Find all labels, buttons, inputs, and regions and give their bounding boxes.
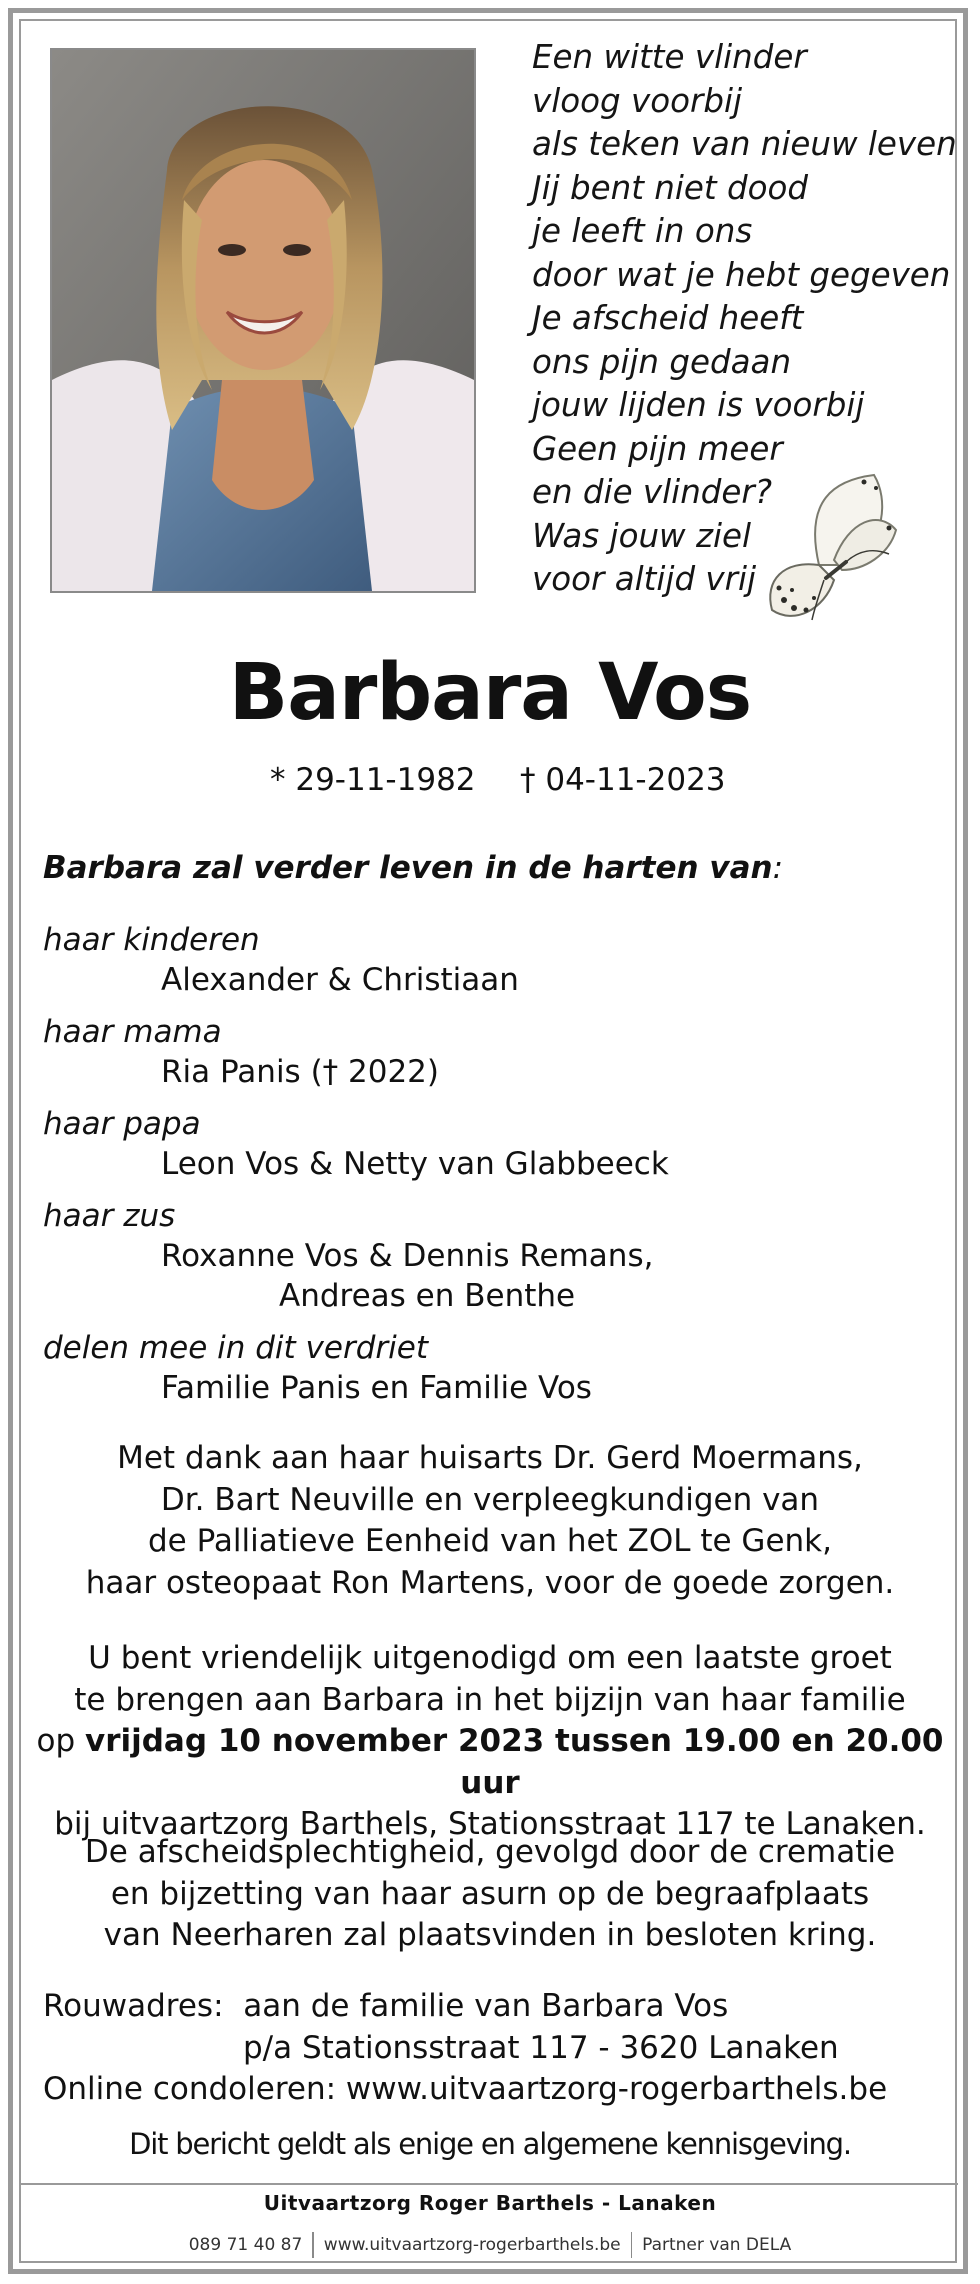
family-names: Ria Panis († 2022) xyxy=(161,1054,440,1090)
intro-text: Barbara zal verder leven in de harten van xyxy=(43,850,773,886)
family-names: Andreas en Benthe xyxy=(279,1278,576,1314)
footer-separator xyxy=(631,2232,633,2258)
thanks-line: Met dank aan haar huisarts Dr. Gerd Moermans, xyxy=(117,1440,863,1476)
thanks-line: de Palliatieve Eenheid van het ZOL te Genk, xyxy=(148,1523,832,1559)
birth-date: * 29-11-1982 xyxy=(270,762,476,798)
footer-partner: Partner van DELA xyxy=(642,2235,792,2255)
poem-line: en die vlinder? xyxy=(532,473,773,511)
butterfly-icon xyxy=(764,470,902,630)
poem-line: je leeft in ons xyxy=(532,212,753,250)
footer-contact xyxy=(0,2230,980,2260)
poem-line: ons pijn gedaan xyxy=(532,342,792,381)
thanks-line: Dr. Bart Neuville en verpleegkundigen van xyxy=(160,1481,820,1518)
general-notice: Dit bericht geldt als enige en algemene kennisgeving. xyxy=(129,2127,851,2161)
invitation-line xyxy=(20,1721,960,1804)
ceremony-line: en bijzetting van haar asurn op de begraafplaats xyxy=(110,1875,870,1912)
family-names: Alexander & Christiaan xyxy=(161,962,519,998)
poem-line: door wat je hebt gegeven xyxy=(532,255,951,294)
family-list xyxy=(43,920,943,1408)
family-names: Roxanne Vos & Dennis Remans, xyxy=(161,1238,654,1274)
thanks-line: haar osteopaat Ron Martens, voor de goede zorgen. xyxy=(85,1564,895,1601)
family-relation: haar zus xyxy=(43,1198,176,1234)
death-date: † 04-11-2023 xyxy=(520,762,726,798)
deceased-name: Barbara Vos xyxy=(228,648,752,738)
poem-line: jouw lijden is voorbij xyxy=(532,386,865,424)
poem-line: Was jouw ziel xyxy=(532,516,752,555)
family-group xyxy=(43,1104,943,1196)
visitation-datetime: vrijdag 10 november 2023 tussen 19.00 en 20.00 uur xyxy=(84,1723,944,1801)
family-relation: haar kinderen xyxy=(43,922,260,958)
invitation-line: te brengen aan Barbara in het bijzijn van haar familie xyxy=(74,1681,906,1718)
family-group xyxy=(43,1328,943,1408)
mourning-address xyxy=(43,1986,887,2111)
invitation-line: bij uitvaartzorg Barthels, Stationsstraat 117 te Lanaken. xyxy=(54,1806,926,1842)
footer-divider xyxy=(20,2183,958,2185)
online-condolence-label: Online condoleren: xyxy=(43,2071,337,2107)
ceremony-paragraph xyxy=(20,1832,960,1957)
poem-line: Je afscheid heeft xyxy=(532,299,804,337)
family-relation: haar mama xyxy=(43,1014,222,1050)
footer-website[interactable]: www.uitvaartzorg-rogerbarthels.be xyxy=(323,2235,621,2255)
footer-separator xyxy=(312,2232,314,2258)
family-relation: haar papa xyxy=(43,1106,201,1142)
invitation-prefix: op xyxy=(36,1723,85,1759)
ceremony-line: De afscheidsplechtigheid, gevolgd door de crematie xyxy=(84,1834,896,1870)
portrait-photo xyxy=(50,48,476,593)
poem-line: Een witte vlinder xyxy=(532,38,807,76)
intro-line xyxy=(43,848,783,888)
family-group xyxy=(43,920,943,1012)
footer-phone[interactable]: 089 71 40 87 xyxy=(188,2235,303,2255)
family-names: Familie Panis en Familie Vos xyxy=(161,1370,592,1406)
invitation-paragraph xyxy=(20,1638,960,1846)
thanks-paragraph xyxy=(20,1438,960,1604)
family-relation: delen mee in dit verdriet xyxy=(43,1330,428,1366)
poem-line: voor altijd vrij xyxy=(532,560,757,598)
family-group xyxy=(43,1196,943,1328)
ceremony-line: van Neerharen zal plaatsvinden in besloten kring. xyxy=(103,1917,877,1953)
poem-line: vloog voorbij xyxy=(532,81,743,120)
rouwadres-line1: aan de familie van Barbara Vos xyxy=(243,1988,729,2024)
footer-title: Uitvaartzorg Roger Barthels - Lanaken xyxy=(263,2191,717,2215)
rouwadres-label: Rouwadres: xyxy=(43,1988,224,2024)
poem-line: Geen pijn meer xyxy=(532,429,783,468)
poem-line: als teken van nieuw leven xyxy=(532,125,957,163)
online-condolence-link[interactable]: www.uitvaartzorg-rogerbarthels.be xyxy=(345,2071,888,2107)
family-group xyxy=(43,1012,943,1104)
invitation-line: U bent vriendelijk uitgenodigd om een laatste groet xyxy=(88,1640,892,1676)
rouwadres-line2: p/a Stationsstraat 117 - 3620 Lanaken xyxy=(243,2029,839,2066)
family-names: Leon Vos & Netty van Glabbeeck xyxy=(161,1146,669,1182)
poem-line: Jij bent niet dood xyxy=(532,168,808,207)
intro-colon: : xyxy=(772,850,784,886)
